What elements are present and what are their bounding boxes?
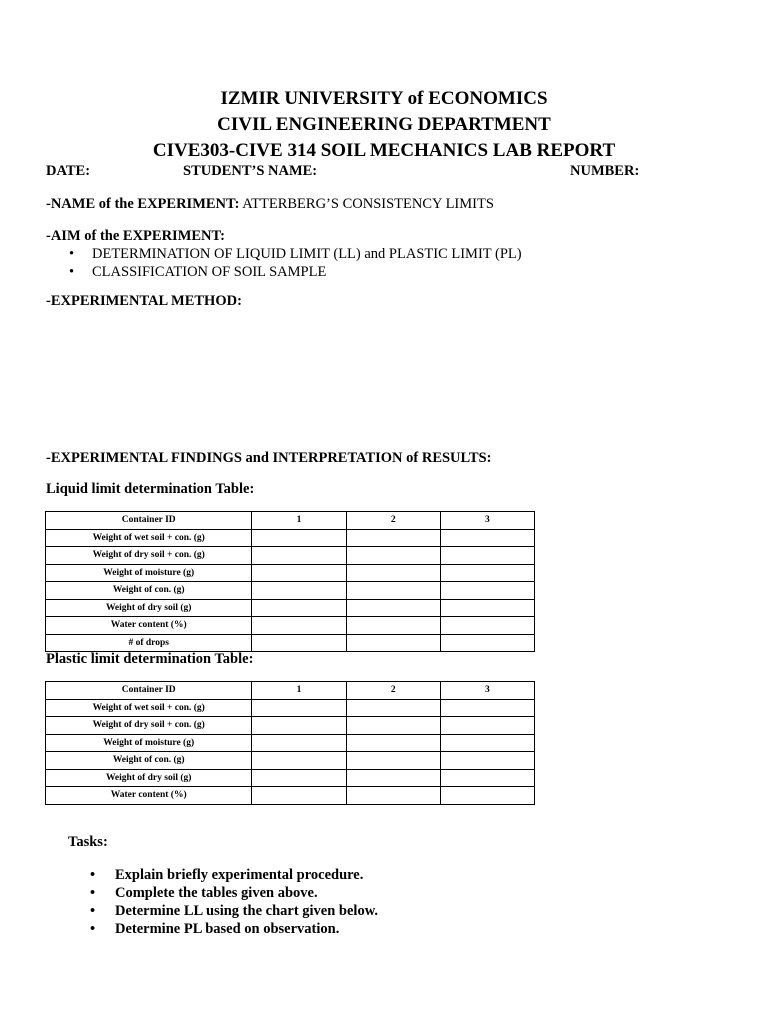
experiment-name bbox=[46, 195, 494, 213]
table-cell[interactable] bbox=[346, 769, 440, 787]
table-cell[interactable] bbox=[252, 547, 346, 565]
report-header bbox=[0, 86, 768, 164]
table-row bbox=[46, 582, 535, 600]
table-cell[interactable] bbox=[252, 787, 346, 805]
experiment-name-label: -NAME of the EXPERIMENT: bbox=[46, 196, 240, 212]
table-cell[interactable] bbox=[346, 787, 440, 805]
table-cell[interactable] bbox=[440, 634, 534, 652]
table-row bbox=[46, 599, 535, 617]
row-label: Weight of moisture (g) bbox=[46, 564, 252, 582]
table-cell[interactable] bbox=[440, 734, 534, 752]
table-cell[interactable] bbox=[252, 529, 346, 547]
row-label: Weight of dry soil (g) bbox=[46, 769, 252, 787]
table-cell[interactable] bbox=[346, 599, 440, 617]
row-label: Weight of con. (g) bbox=[46, 752, 252, 770]
university-title: IZMIR UNIVERSITY of ECONOMICS bbox=[220, 88, 548, 109]
table-row bbox=[46, 717, 535, 735]
column-header: 2 bbox=[346, 682, 440, 700]
row-label: Weight of wet soil + con. (g) bbox=[46, 699, 252, 717]
bullet-icon: • bbox=[90, 903, 96, 919]
department-title: CIVIL ENGINEERING DEPARTMENT bbox=[217, 114, 551, 135]
table-row bbox=[46, 617, 535, 635]
column-header: Container ID bbox=[46, 682, 252, 700]
bullet-icon: • bbox=[69, 264, 75, 280]
row-label: Weight of dry soil + con. (g) bbox=[46, 717, 252, 735]
table-cell[interactable] bbox=[252, 582, 346, 600]
table-header-row bbox=[46, 682, 535, 700]
table-cell[interactable] bbox=[346, 564, 440, 582]
task-item: • Determine LL using the chart given below. bbox=[90, 903, 379, 919]
bullet-icon: • bbox=[90, 921, 96, 937]
bullet-icon: • bbox=[90, 885, 96, 901]
table-cell[interactable] bbox=[440, 769, 534, 787]
table-cell[interactable] bbox=[346, 529, 440, 547]
table-cell[interactable] bbox=[440, 699, 534, 717]
task-item: • Complete the tables given above. bbox=[90, 885, 318, 901]
liquid-table-title: Liquid limit determination Table: bbox=[46, 481, 255, 497]
plastic-limit-table bbox=[45, 681, 535, 805]
column-header: 2 bbox=[346, 512, 440, 530]
table-cell[interactable] bbox=[346, 547, 440, 565]
table-cell[interactable] bbox=[252, 699, 346, 717]
student-name-label: STUDENT’S NAME: bbox=[183, 163, 318, 179]
table-cell[interactable] bbox=[346, 752, 440, 770]
column-header: Container ID bbox=[46, 512, 252, 530]
table-cell[interactable] bbox=[440, 529, 534, 547]
number-label: NUMBER: bbox=[570, 163, 640, 179]
bullet-icon: • bbox=[69, 246, 75, 262]
bullet-icon: • bbox=[90, 867, 96, 883]
liquid-limit-table bbox=[45, 511, 535, 652]
row-label: Weight of dry soil (g) bbox=[46, 599, 252, 617]
table-cell[interactable] bbox=[440, 617, 534, 635]
table-header-row bbox=[46, 512, 535, 530]
table-cell[interactable] bbox=[346, 699, 440, 717]
column-header: 3 bbox=[440, 512, 534, 530]
row-label: Water content (%) bbox=[46, 617, 252, 635]
experiment-name-value: ATTERBERG’S CONSISTENCY LIMITS bbox=[242, 196, 494, 212]
table-cell[interactable] bbox=[440, 599, 534, 617]
row-label: Weight of wet soil + con. (g) bbox=[46, 529, 252, 547]
table-cell[interactable] bbox=[252, 717, 346, 735]
aim-label: -AIM of the EXPERIMENT: bbox=[46, 228, 225, 244]
table-cell[interactable] bbox=[252, 564, 346, 582]
table-cell[interactable] bbox=[346, 617, 440, 635]
column-header: 1 bbox=[252, 682, 346, 700]
table-row bbox=[46, 634, 535, 652]
column-header: 3 bbox=[440, 682, 534, 700]
method-label: -EXPERIMENTAL METHOD: bbox=[46, 293, 242, 309]
row-label: Weight of moisture (g) bbox=[46, 734, 252, 752]
table-row bbox=[46, 699, 535, 717]
table-row bbox=[46, 564, 535, 582]
table-cell[interactable] bbox=[440, 717, 534, 735]
table-row bbox=[46, 787, 535, 805]
table-row bbox=[46, 529, 535, 547]
table-row bbox=[46, 547, 535, 565]
table-cell[interactable] bbox=[440, 752, 534, 770]
row-label: Water content (%) bbox=[46, 787, 252, 805]
tasks-title: Tasks: bbox=[68, 834, 108, 850]
table-cell[interactable] bbox=[440, 787, 534, 805]
table-cell[interactable] bbox=[346, 634, 440, 652]
table-cell[interactable] bbox=[252, 634, 346, 652]
table-cell[interactable] bbox=[440, 547, 534, 565]
findings-label: -EXPERIMENTAL FINDINGS and INTERPRETATION of RESULTS: bbox=[46, 450, 492, 466]
row-label: # of drops bbox=[46, 634, 252, 652]
row-label: Weight of dry soil + con. (g) bbox=[46, 547, 252, 565]
row-label: Weight of con. (g) bbox=[46, 582, 252, 600]
table-cell[interactable] bbox=[346, 734, 440, 752]
table-cell[interactable] bbox=[252, 752, 346, 770]
table-cell[interactable] bbox=[440, 564, 534, 582]
table-cell[interactable] bbox=[440, 582, 534, 600]
table-cell[interactable] bbox=[346, 582, 440, 600]
table-cell[interactable] bbox=[252, 599, 346, 617]
task-item: • Explain briefly experimental procedure. bbox=[90, 867, 364, 883]
table-cell[interactable] bbox=[252, 734, 346, 752]
plastic-table-title: Plastic limit determination Table: bbox=[46, 651, 254, 667]
table-row bbox=[46, 734, 535, 752]
column-header: 1 bbox=[252, 512, 346, 530]
date-label: DATE: bbox=[46, 163, 91, 179]
task-item: • Determine PL based on observation. bbox=[90, 921, 340, 937]
table-cell[interactable] bbox=[252, 769, 346, 787]
course-title: CIVE303-CIVE 314 SOIL MECHANICS LAB REPORT bbox=[152, 140, 616, 161]
aim-item: • DETERMINATION OF LIQUID LIMIT (LL) and PLASTIC LIMIT (PL) bbox=[69, 246, 522, 262]
table-cell[interactable] bbox=[252, 617, 346, 635]
student-info-row bbox=[46, 163, 646, 181]
table-row bbox=[46, 769, 535, 787]
table-row bbox=[46, 752, 535, 770]
aim-item: • CLASSIFICATION OF SOIL SAMPLE bbox=[69, 264, 327, 280]
table-cell[interactable] bbox=[346, 717, 440, 735]
